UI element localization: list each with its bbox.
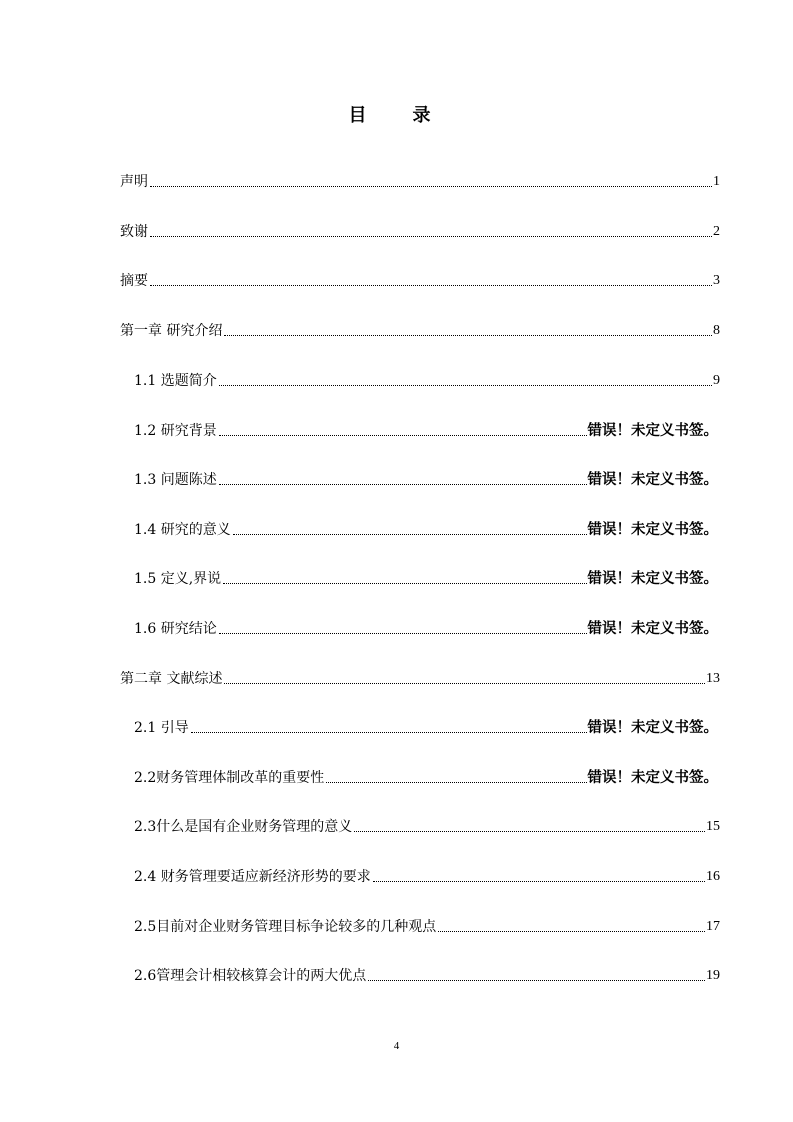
dot-leader xyxy=(150,285,712,286)
dot-leader xyxy=(326,782,586,783)
dot-leader xyxy=(219,385,712,386)
dot-leader xyxy=(150,186,712,187)
toc-entry-page: 错误！未定义书签。 xyxy=(587,472,718,488)
toc-entry-label: 1.6 研究结论 xyxy=(134,621,217,637)
toc-entry-label: 1.2 研究背景 xyxy=(134,423,217,439)
toc-entry-page: 13 xyxy=(706,671,720,686)
toc-entry-label: 第一章 研究介绍 xyxy=(120,323,223,339)
toc-entry-label: 2.5目前对企业财务管理目标争论较多的几种观点 xyxy=(134,919,437,935)
toc-entry-1-4[interactable] xyxy=(134,520,718,540)
toc-entry-page: 17 xyxy=(706,919,720,934)
toc-entry-page: 8 xyxy=(713,323,720,338)
toc-entry-2-1[interactable] xyxy=(134,718,718,738)
dot-leader xyxy=(223,583,586,584)
toc-entry-page: 2 xyxy=(713,224,720,239)
dot-leader xyxy=(368,980,705,981)
toc-entry-1-6[interactable] xyxy=(134,619,718,639)
toc-entry-page: 错误！未定义书签。 xyxy=(587,720,718,736)
toc-entry-page: 16 xyxy=(706,869,720,884)
toc-entry-chapter-2[interactable] xyxy=(120,669,720,689)
toc-entry-label: 1.4 研究的意义 xyxy=(134,522,231,538)
toc-entry-page: 错误！未定义书签。 xyxy=(587,423,718,439)
dot-leader xyxy=(224,335,712,336)
dot-leader xyxy=(219,484,587,485)
toc-entry-2-4[interactable] xyxy=(134,867,720,887)
toc-entry-label: 2.1 引导 xyxy=(134,720,189,736)
dot-leader xyxy=(373,881,705,882)
toc-entry-page: 19 xyxy=(706,968,720,983)
dot-leader xyxy=(150,236,712,237)
toc-title: 目 录 xyxy=(348,105,445,126)
toc-entry-2-6[interactable] xyxy=(134,966,720,986)
toc-entry-2-3[interactable] xyxy=(134,817,720,837)
toc-entry-page: 错误！未定义书签。 xyxy=(587,522,718,538)
toc-entry-label: 1.5 定义,界说 xyxy=(134,571,222,587)
dot-leader xyxy=(233,534,587,535)
toc-entry-page: 1 xyxy=(713,174,720,189)
dot-leader xyxy=(438,931,705,932)
toc-entry-page: 错误！未定义书签。 xyxy=(587,770,718,786)
toc-entry-1-1[interactable] xyxy=(134,371,720,391)
toc-entry-statement[interactable] xyxy=(120,172,720,192)
toc-entry-label: 2.2财务管理体制改革的重要性 xyxy=(134,770,325,786)
toc-entry-label: 第二章 文献综述 xyxy=(120,671,223,687)
toc-entry-label: 致谢 xyxy=(120,224,148,240)
toc-entry-2-2[interactable] xyxy=(134,768,718,788)
toc-entry-page: 3 xyxy=(713,273,720,288)
toc-entry-abstract[interactable] xyxy=(120,271,720,291)
dot-leader xyxy=(219,633,587,634)
toc-entry-page: 9 xyxy=(713,373,720,388)
dot-leader xyxy=(224,683,705,684)
toc-entry-acknowledgement[interactable] xyxy=(120,222,720,242)
toc-entry-label: 2.6管理会计相较核算会计的两大优点 xyxy=(134,968,367,984)
toc-entry-label: 摘要 xyxy=(120,273,148,289)
toc-entry-page: 错误！未定义书签。 xyxy=(587,621,718,637)
page-number: 4 xyxy=(393,1040,400,1052)
dot-leader xyxy=(219,435,587,436)
toc-entry-1-2[interactable] xyxy=(134,421,718,441)
toc-entry-label: 2.4 财务管理要适应新经济形势的要求 xyxy=(134,869,371,885)
toc-entry-page: 错误！未定义书签。 xyxy=(587,571,718,587)
toc-entry-label: 1.3 问题陈述 xyxy=(134,472,217,488)
dot-leader xyxy=(191,732,587,733)
dot-leader xyxy=(354,831,705,832)
toc-entry-label: 1.1 选题简介 xyxy=(134,373,217,389)
toc-entry-2-5[interactable] xyxy=(134,917,720,937)
toc-entry-label: 声明 xyxy=(120,174,148,190)
toc-entry-page: 15 xyxy=(706,819,720,834)
toc-entry-chapter-1[interactable] xyxy=(120,321,720,341)
toc-entry-1-5[interactable] xyxy=(134,569,718,589)
toc-entry-label: 2.3什么是国有企业财务管理的意义 xyxy=(134,819,353,835)
toc-entry-1-3[interactable] xyxy=(134,470,718,490)
